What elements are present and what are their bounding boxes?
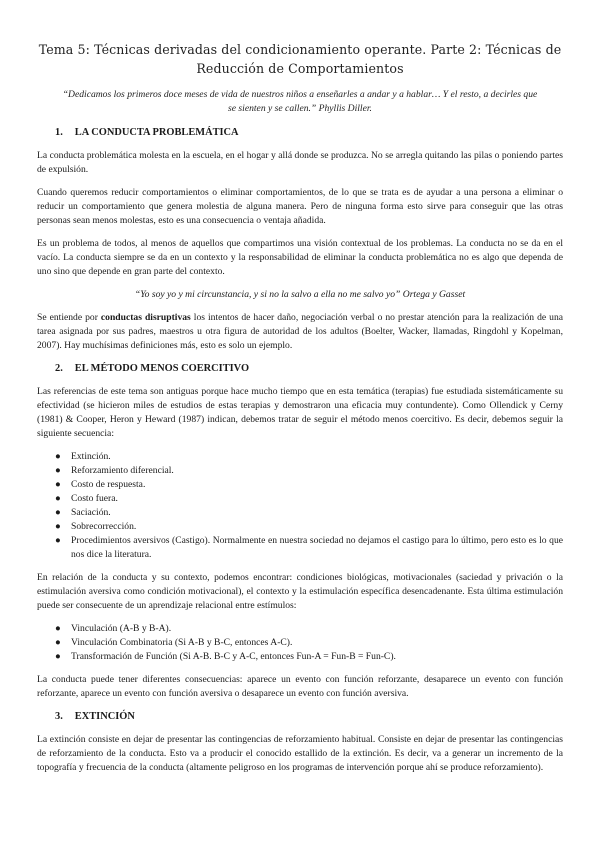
paragraph: La extinción consiste en dejar de presentar las contingencias de reforzamiento habitual. Consiste en dejar de presentar las contingencias de reforzamiento de la conducta. Esto va a producir el conocido estallido de la extinción. Es decir, va a generar un incremento de la topografía y frecuencia de la conducta (altamente peligroso en los programas de intervención porque ahí se produce reforzamiento). <box>37 734 563 773</box>
paragraph: En relación de la conducta y su contexto, podemos encontrar: condiciones biológicas, motivacionales (saciedad y privación o la estimulación aversiva como condición motivacional), el contexto y la estimulación específica desencadenante. Esta última estimulación puede ser consecuente de un aprendizaje relacional entre estímulos: <box>37 572 563 611</box>
list-item-text: Transformación de Función (Si A-B. B-C y A-C, entonces Fun-A = Fun-B = Fun-C). <box>71 651 396 662</box>
list-item <box>55 622 563 636</box>
text-span: los intentos de hacer daño, negociación verbal o no prestar atención para la realización de una tarea asignada por sus padres, maestros u otra figura de autoridad de los adultos (Boelter, Wacker, llamadas, Ringdohl y Kopelman, 2007). Hay muchísimas definiciones más, esto es solo un ejemplo. <box>37 312 563 351</box>
list-item-text: Costo fuera. <box>71 493 118 504</box>
section-number: 2. <box>55 363 63 374</box>
list-item <box>55 650 563 664</box>
bullet-icon: ● <box>55 623 61 634</box>
list-item <box>55 464 563 478</box>
bullet-list-relational <box>37 622 563 664</box>
bullet-icon: ● <box>55 493 61 504</box>
section-number: 1. <box>55 127 63 138</box>
bold-term: conductas disruptivas <box>100 312 191 323</box>
paragraph: Es un problema de todos, al menos de aquellos que compartimos una visión contextual de los problemas. La conducta no se da en el vacío. La conducta siempre se da en un contexto y la responsabilidad de eliminar la conducta problemática no es algo que dependa de uno sino que depende en gran parte del contexto. <box>37 238 563 277</box>
section-heading-1 <box>55 126 563 140</box>
list-item <box>55 492 563 506</box>
bullet-icon: ● <box>55 535 61 546</box>
list-item-text: Extinción. <box>71 451 111 462</box>
inline-quote: “Yo soy yo y mi circunstancia, y si no la salvo a ella no me salvo yo” Ortega y Gasset <box>134 289 466 300</box>
list-item <box>55 450 563 464</box>
list-item-text: Sobrecorrección. <box>71 521 137 532</box>
paragraph: Las referencias de este tema son antiguas porque hace mucho tiempo que en esta temática (terapias) fue estudiada sistemáticamente su efectividad (se hicieron miles de estudios de estas terapias y demostraron una eficacia muy contundente). Como Ollendick y Cerny (1981) & Cooper, Heron y Heward (1987) indican, debemos tratar de seguir el método menos coercitivo. Es decir, debemos seguir la siguiente secuencia: <box>37 386 563 439</box>
paragraph: Cuando queremos reducir comportamientos o eliminar comportamientos, de lo que se trata es de ayudar a una persona a eliminar o reducir un comportamiento que genera molestia de alguna manera. Pero de ninguna forma esto sirve para conseguir que las otras personas sean menos molestas, esto es una consecuencia o ventaja añadida. <box>37 187 563 226</box>
bullet-list-techniques <box>37 450 563 562</box>
list-item <box>55 534 563 562</box>
list-item-text: Reforzamiento diferencial. <box>71 465 174 476</box>
list-item-text: Vinculación Combinatoria (Si A-B y B-C, entonces A-C). <box>71 637 293 648</box>
section-title: EXTINCIÓN <box>74 711 135 722</box>
bullet-icon: ● <box>55 521 61 532</box>
epigraph-quote: “Dedicamos los primeros doce meses de vida de nuestros niños a enseñarles a andar y a hablar… Y el resto, a decirles que se sienten y se callen.” Phyllis Diller. <box>62 89 538 114</box>
list-item-text: Costo de respuesta. <box>71 479 146 490</box>
section-heading-3 <box>55 710 563 724</box>
list-item <box>55 636 563 650</box>
list-item <box>55 520 563 534</box>
paragraph-disruptive <box>37 311 563 353</box>
list-item-text: Procedimientos aversivos (Castigo). Normalmente en nuestra sociedad no dejamos el castigo para lo último, pero esto es lo que nos dice la literatura. <box>71 535 563 560</box>
bullet-icon: ● <box>55 651 61 662</box>
bullet-icon: ● <box>55 479 61 490</box>
section-title: EL MÉTODO MENOS COERCITIVO <box>74 363 250 374</box>
list-item-text: Vinculación (A-B y B-A). <box>71 623 172 634</box>
bullet-icon: ● <box>55 507 61 518</box>
paragraph: La conducta problemática molesta en la escuela, en el hogar y allá donde se produzca. No se arregla quitando las pilas o poniendo partes de expulsión. <box>37 150 563 175</box>
section-heading-2 <box>55 362 563 376</box>
text-span: Se entiende por <box>37 312 101 323</box>
list-item <box>55 478 563 492</box>
paragraph: La conducta puede tener diferentes consecuencias: aparece un evento con función reforzante, desaparece un evento con función reforzante, aparece un evento con función aversiva o desaparece un evento con función aversiva. <box>37 674 563 699</box>
bullet-icon: ● <box>55 637 61 648</box>
bullet-icon: ● <box>55 451 61 462</box>
section-number: 3. <box>55 711 63 722</box>
bullet-icon: ● <box>55 465 61 476</box>
list-item <box>55 506 563 520</box>
section-title: LA CONDUCTA PROBLEMÁTICA <box>74 127 239 138</box>
document-title: Tema 5: Técnicas derivadas del condicionamiento operante. Parte 2: Técnicas de Reducción de Comportamientos <box>38 42 562 76</box>
list-item-text: Saciación. <box>71 507 111 518</box>
